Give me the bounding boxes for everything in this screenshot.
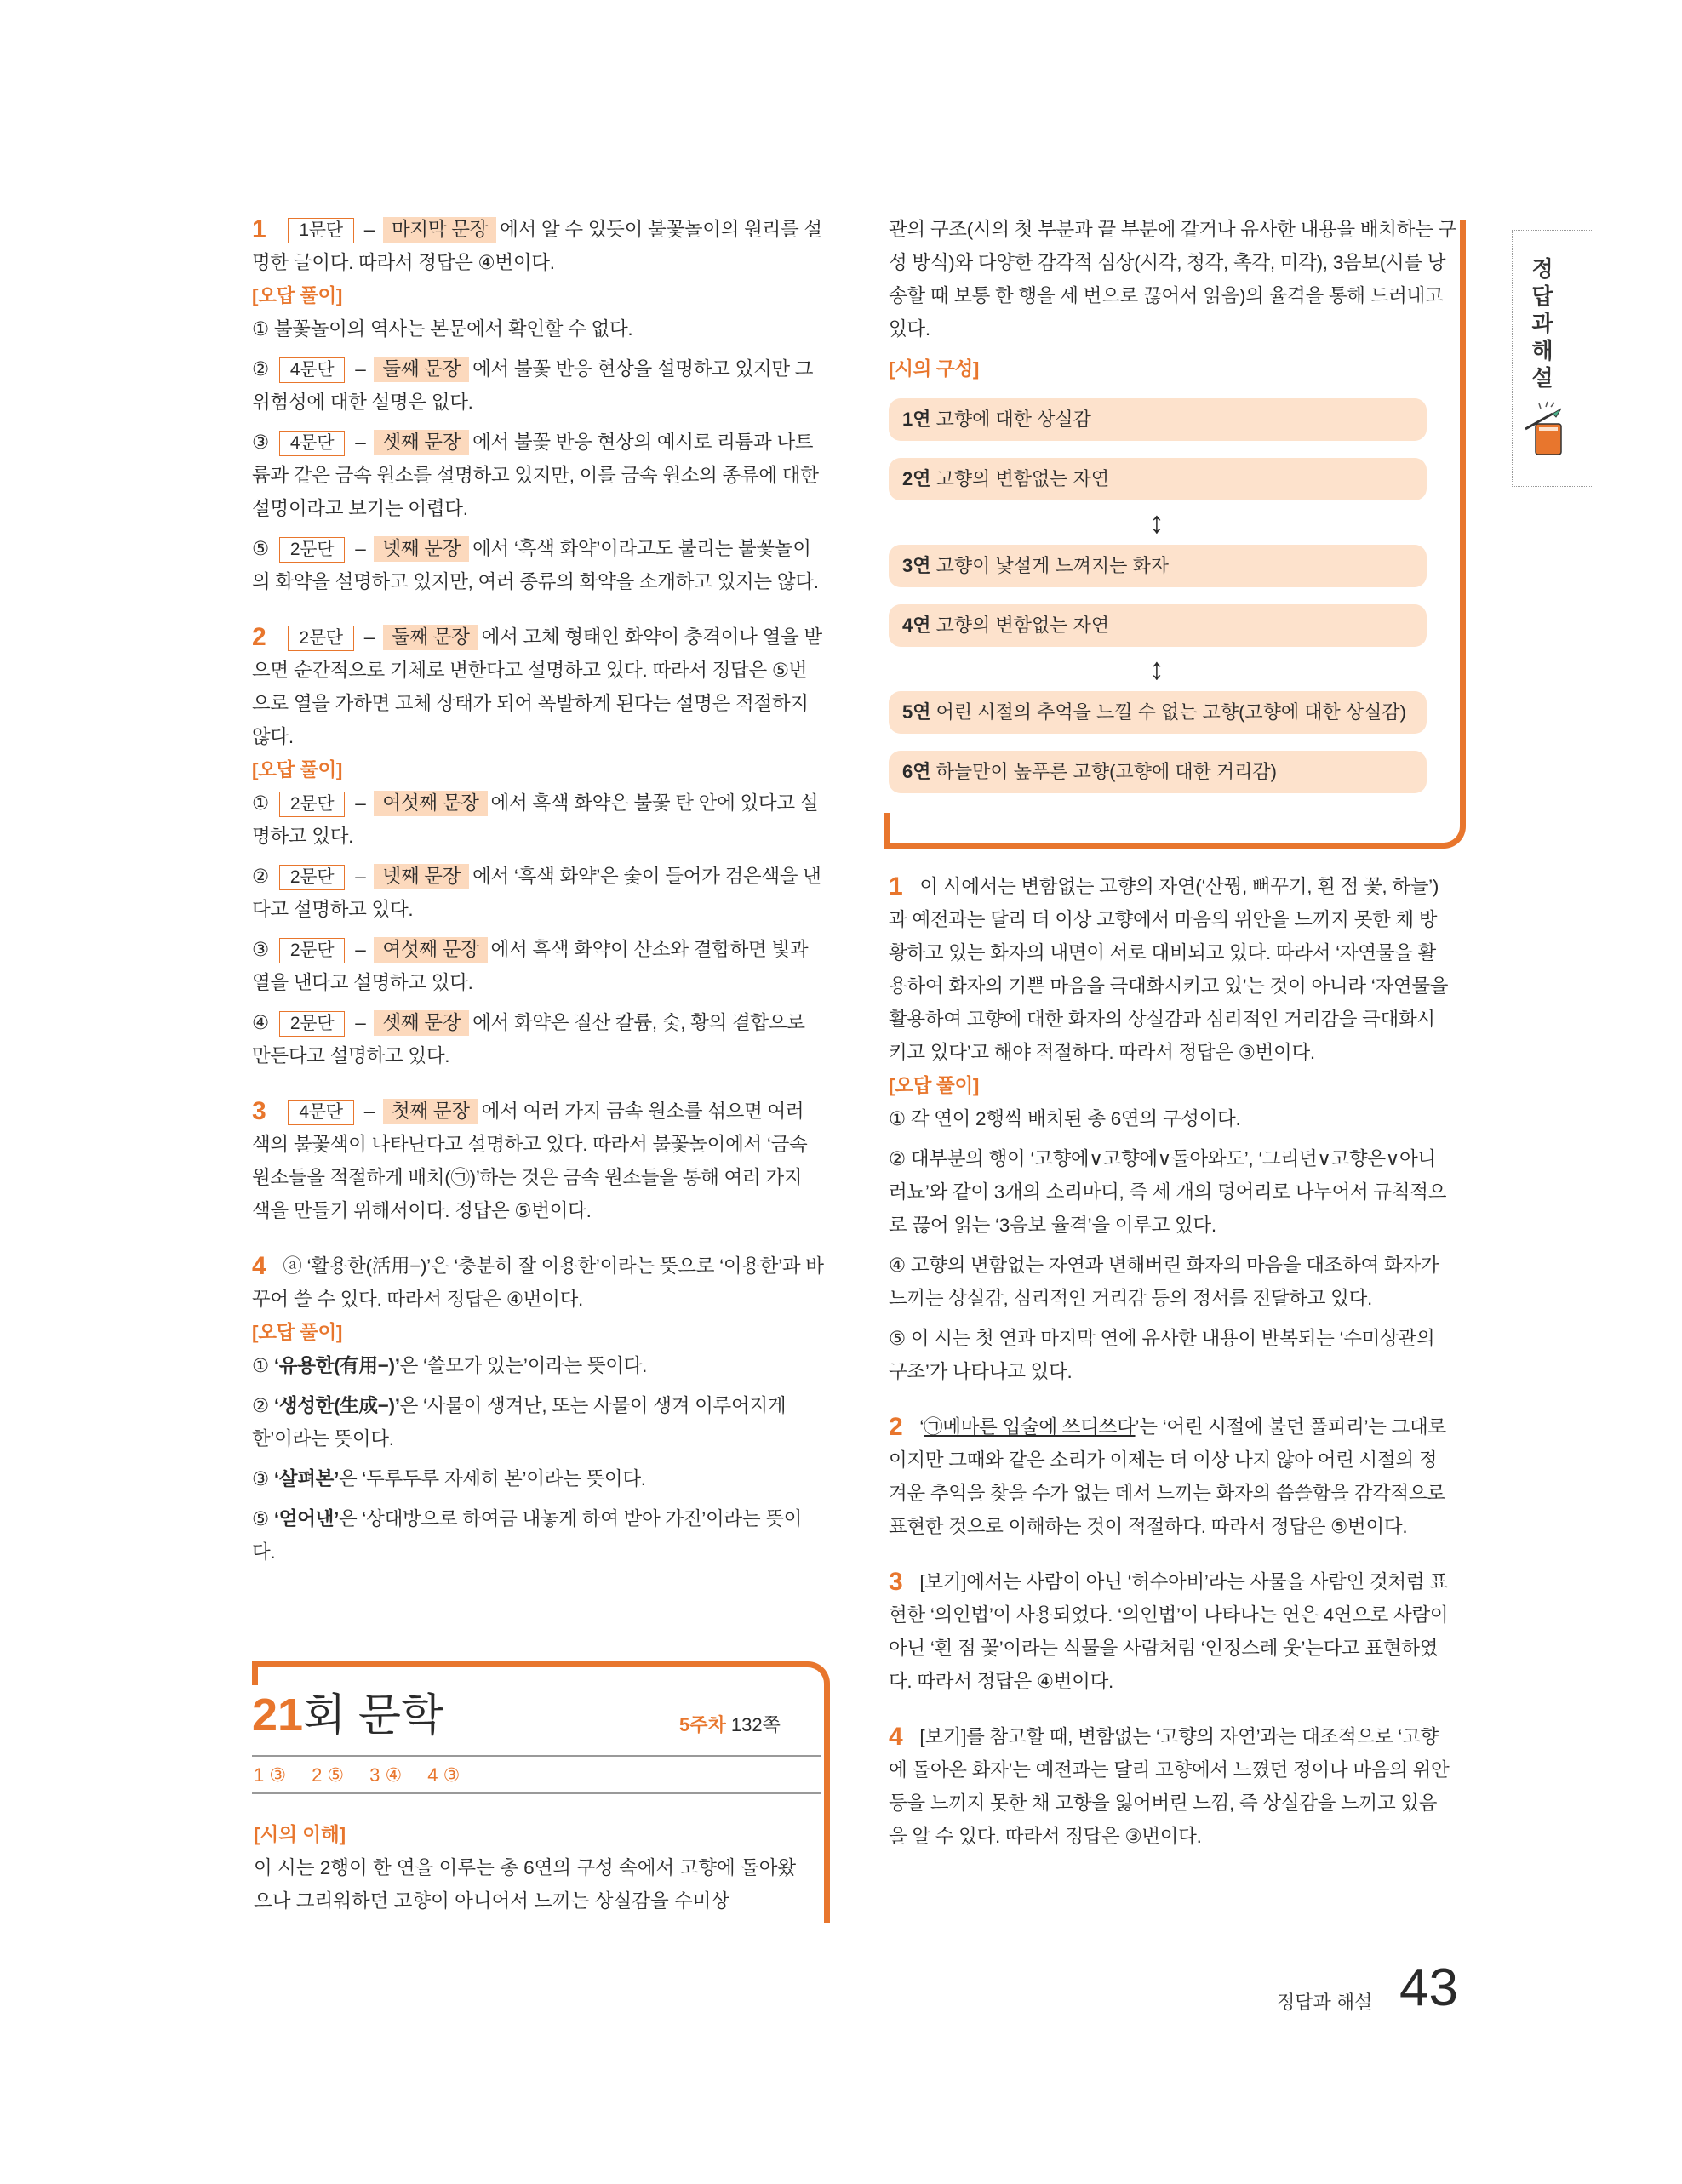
rq1-item2: ② 대부분의 행이 ‘고향에∨고향에∨돌아와도’, ‘그리던∨고향은∨아니러뇨’와 같이 3개의 소리마디, 즉 세 개의 덩어리로 나누어서 규칙적으로 끊어 읽는 ‘3음보 율격’을 이루고 있다. bbox=[889, 1148, 1447, 1236]
up-down-arrow-icon: ↕ bbox=[1149, 505, 1164, 540]
answer-key bbox=[254, 1760, 485, 1791]
paragraph-tag: 2문단 bbox=[279, 792, 345, 817]
section-title-text: 회 문학 bbox=[303, 1691, 444, 1741]
sentence-tag: 여섯째 문장 bbox=[374, 937, 487, 963]
section-frame-cap bbox=[252, 1661, 258, 1685]
rq1-item4: ④ 고향의 변함없는 자연과 변해버린 화자의 마음을 대조하여 화자가 느끼는 상실감, 심리적인 거리감 등의 정서를 전달하고 있다. bbox=[889, 1255, 1439, 1309]
question-number: 2 bbox=[889, 1413, 903, 1441]
sentence-tag: 여섯째 문장 bbox=[374, 791, 487, 816]
divider bbox=[252, 1792, 821, 1794]
stanza-box: 2연 고향의 변함없는 자연 bbox=[889, 458, 1427, 500]
paragraph-tag: 2문단 bbox=[279, 865, 345, 890]
stanza-box: 6연 하늘만이 높푸른 고향(고향에 대한 거리감) bbox=[889, 751, 1427, 793]
left-column bbox=[252, 213, 824, 1569]
q4-item1: ① ‘유용한(有用−)’은 ‘쓸모가 있는’이라는 뜻이다. bbox=[252, 1355, 648, 1376]
section-meta bbox=[679, 1711, 781, 1737]
paragraph-tag: 4문단 bbox=[279, 357, 345, 383]
q1-paragraph: 1 1문단 – 마지막 문장 에서 알 수 있듯이 불꽃놀이의 원리를 설명한 글이다. 따라서 정답은 ④번이다. bbox=[252, 215, 822, 273]
section-title bbox=[252, 1689, 443, 1741]
stanza-box: 5연 어린 시절의 추억을 느낄 수 없는 고향(고향에 대한 상실감) bbox=[889, 691, 1427, 734]
section-number: 21 bbox=[252, 1689, 304, 1741]
answer-item: 2 ⑤ bbox=[312, 1764, 345, 1786]
q1-item1: ① 불꽃놀이의 역사는 본문에서 확인할 수 없다. bbox=[252, 318, 633, 340]
wrong-answer-heading: [오답 풀이] bbox=[889, 1075, 980, 1096]
paragraph-tag: 2문단 bbox=[279, 1011, 345, 1037]
rq1-item5: ⑤ 이 시는 첫 연과 마지막 연에 유사한 내용이 반복되는 ‘수미상관의 구조’가 나타나고 있다. bbox=[889, 1328, 1435, 1382]
sentence-tag: 둘째 문장 bbox=[383, 625, 478, 650]
q2-item4: ④ 2문단 – 셋째 문장 에서 화약은 질산 칼륨, 숯, 황의 결합으로 만든다고 설명하고 있다. bbox=[252, 1012, 805, 1066]
sentence-tag: 첫째 문장 bbox=[383, 1099, 478, 1124]
sentence-tag: 마지막 문장 bbox=[383, 217, 496, 243]
paragraph-tag: 2문단 bbox=[279, 537, 345, 563]
question-number: 2 bbox=[252, 623, 266, 651]
q3-paragraph: 3 4문단 – 첫째 문장 에서 여러 가지 금속 원소를 섞으면 여러 색의 불꽃색이 나타난다고 설명하고 있다. 따라서 불꽃놀이에서 ‘금속 원소들을 적절하게 배치(㉠)’하는 것은 금속 원소들을 통해 여러 가지 색을 만들기 위해서이다. 정답은 ⑤번이다. bbox=[252, 1097, 808, 1221]
quoted-line: ㉠메마른 입술에 쓰디쓰다 bbox=[924, 1416, 1136, 1438]
stanza-box: 3연 고향이 낯설게 느껴지는 화자 bbox=[889, 545, 1427, 587]
poem-understanding-text: 이 시는 2행이 한 연을 이루는 총 6연의 구성 속에서 고향에 돌아왔으나 그리워하던 고향이 아니어서 느끼는 상실감을 수미상 bbox=[254, 1857, 797, 1912]
question-number: 3 bbox=[889, 1568, 903, 1596]
q1-text: 에서 알 수 있듯이 불꽃놀이의 원리를 설명한 글이다. 따라서 정답은 ④번이다. bbox=[252, 219, 822, 273]
sentence-tag: 둘째 문장 bbox=[374, 357, 469, 382]
up-down-arrow-icon: ↕ bbox=[1149, 651, 1164, 686]
stanza-box: 1연 고향에 대한 상실감 bbox=[889, 398, 1427, 441]
rq4-paragraph: 4 [보기]를 참고할 때, 변함없는 ‘고향의 자연’과는 대조적으로 ‘고향에 돌아온 화자’는 예전과는 달리 고향에서 느꼈던 정이나 마음의 위안 등을 느끼지 못한 채 고향을 잃어버린 느낌, 즉 상실감을 느끼고 있음을 알 수 있다. 따라서 정답은 ③번이다. bbox=[889, 1723, 1450, 1847]
question-number: 4 bbox=[252, 1252, 266, 1280]
wrong-answer-heading: [오답 풀이] bbox=[252, 285, 343, 306]
q1-item5: ⑤ 2문단 – 넷째 문장 에서 ‘흑색 화약’이라고도 불리는 불꽃놀이의 화약을 설명하고 있지만, 여러 종류의 화약을 소개하고 있지는 않다. bbox=[252, 538, 819, 592]
q4-item2: ② ‘생성한(生成−)’은 ‘사물이 생겨난, 또는 사물이 생겨 이루어지게 한’이라는 뜻이다. bbox=[252, 1395, 787, 1449]
sentence-tag: 넷째 문장 bbox=[374, 864, 469, 889]
q1-item2: ② 4문단 – 둘째 문장 에서 불꽃 반응 현상을 설명하고 있지만 그 위험성에 대한 설명은 없다. bbox=[252, 358, 814, 413]
answer-item: 4 ③ bbox=[427, 1764, 461, 1786]
poem-understanding-heading: [시의 이해] bbox=[254, 1824, 346, 1845]
q2-item3: ③ 2문단 – 여섯째 문장 에서 흑색 화약이 산소와 결합하면 빛과 열을 낸다고 설명하고 있다. bbox=[252, 939, 809, 993]
q4-item3: ③ ‘살펴본’은 ‘두루두루 자세히 본’이라는 뜻이다. bbox=[252, 1468, 646, 1489]
footer-label: 정답과 해설 bbox=[1277, 1992, 1373, 2013]
wrong-answer-heading: [오답 풀이] bbox=[252, 759, 343, 780]
right-column bbox=[889, 870, 1450, 1853]
paragraph-tag: 1문단 bbox=[288, 218, 353, 243]
rq3-paragraph: 3 [보기]에서는 사람이 아닌 ‘허수아비’라는 사물을 사람인 것처럼 표현한 ‘의인법’이 사용되었다. ‘의인법’이 나타나는 연은 4연으로 사람이 아닌 ‘흰 점 꽃’이라는 식물을 사람처럼 ‘인정스레 웃’는다고 표현하였다. 따라서 정답은 ④번이다. bbox=[889, 1568, 1449, 1692]
q2-item1: ① 2문단 – 여섯째 문장 에서 흑색 화약은 불꽃 탄 안에 있다고 설명하고 있다. bbox=[252, 792, 819, 847]
paragraph-tag: 2문단 bbox=[288, 626, 353, 651]
q2-paragraph: 2 2문단 – 둘째 문장 에서 고체 형태인 화약이 충격이나 열을 받으면 순간적으로 기체로 변한다고 설명하고 있다. 따라서 정답은 ⑤번으로 열을 가하면 고체 상태가 되어 폭발하게 된다는 설명은 적절하지 않다. bbox=[252, 623, 822, 747]
stanza-box: 4연 고향의 변함없는 자연 bbox=[889, 604, 1427, 647]
structure-panel-cap bbox=[884, 813, 890, 843]
pen-and-book-icon bbox=[1524, 400, 1568, 460]
poem-intro-text: 관의 구조(시의 첫 부분과 끝 부분에 같거나 유사한 내용을 배치하는 구성 방식)와 다양한 감각적 심상(시각, 청각, 촉각, 미각), 3음보(시를 낭송할 때 보통 한 행을 세 번으로 끊어서 읽음)의 율격을 통해 드러내고 있다. bbox=[889, 219, 1456, 340]
sentence-tag: 셋째 문장 bbox=[374, 430, 469, 455]
side-tab-label: 정답과해설 bbox=[1531, 256, 1553, 391]
q4-item5: ⑤ ‘얻어낸’은 ‘상대방으로 하여금 내놓게 하여 받아 가진’이라는 뜻이다. bbox=[252, 1508, 803, 1563]
rq1-item1: ① 각 연이 2행씩 배치된 총 6연의 구성이다. bbox=[889, 1108, 1241, 1129]
rq1-paragraph: 1 이 시에서는 변함없는 고향의 자연(‘산꿩, 뻐꾸기, 흰 점 꽃, 하늘’)과 예전과는 달리 더 이상 고향에서 마음의 위안을 느끼지 못한 채 방황하고 있는 화자의 내면이 서로 대비되고 있다. 따라서 ‘자연물을 활용하여 화자의 기쁜 마음을 극대화시키고 있’는 것이 아니라 ‘자연물을 활용하여 고향에 대한 화자의 상실감과 심리적인 거리감을 극대화시키고 있다’고 해야 적절하다. 따라서 정답은 ③번이다. bbox=[889, 872, 1449, 1063]
q2-item2: ② 2문단 – 넷째 문장 에서 ‘흑색 화약’은 숯이 들어가 검은색을 낸다고 설명하고 있다. bbox=[252, 866, 821, 920]
question-number: 4 bbox=[889, 1723, 903, 1751]
rq2-paragraph: 2 ‘㉠메마른 입술에 쓰디쓰다’는 ‘어린 시절에 불던 풀피리’는 그대로이지만 그때와 같은 소리가 이제는 더 이상 나지 않아 어린 시절의 정겨운 추억을 찾을 수가 없는 데서 느끼는 화자의 씁쓸함을 감각적으로 표현한 것으로 이해하는 것이 적절하다. 따라서 정답은 ⑤번이다. bbox=[889, 1413, 1446, 1537]
page-number: 43 bbox=[1399, 1958, 1458, 2017]
question-number: 1 bbox=[889, 872, 903, 900]
page-ref: 132쪽 bbox=[730, 1714, 781, 1735]
paragraph-tag: 4문단 bbox=[279, 431, 345, 456]
q1-item3: ③ 4문단 – 셋째 문장 에서 불꽃 반응 현상의 예시로 리튬과 나트륨과 같은 금속 원소를 설명하고 있지만, 이를 금속 원소의 종류에 대한 설명이라고 보기는 어렵다. bbox=[252, 432, 819, 519]
question-number: 3 bbox=[252, 1097, 266, 1125]
wrong-answer-heading: [오답 풀이] bbox=[252, 1322, 343, 1343]
poem-structure-heading: [시의 구성] bbox=[889, 358, 980, 380]
divider bbox=[252, 1755, 821, 1757]
sentence-tag: 넷째 문장 bbox=[374, 536, 469, 562]
week-label: 5주차 bbox=[679, 1714, 726, 1735]
section-body bbox=[254, 1818, 798, 1918]
question-number: 1 bbox=[252, 215, 266, 243]
q4-paragraph: 4 ⓐ ‘활용한(活用−)’은 ‘충분히 잘 이용한’이라는 뜻으로 ‘이용한’과 바꾸어 쓸 수 있다. 따라서 정답은 ④번이다. bbox=[252, 1252, 824, 1310]
paragraph-tag: 2문단 bbox=[279, 938, 345, 963]
answer-item: 3 ④ bbox=[369, 1764, 403, 1786]
answer-item: 1 ③ bbox=[254, 1764, 287, 1786]
paragraph-tag: 4문단 bbox=[288, 1100, 353, 1125]
sentence-tag: 셋째 문장 bbox=[374, 1010, 469, 1036]
